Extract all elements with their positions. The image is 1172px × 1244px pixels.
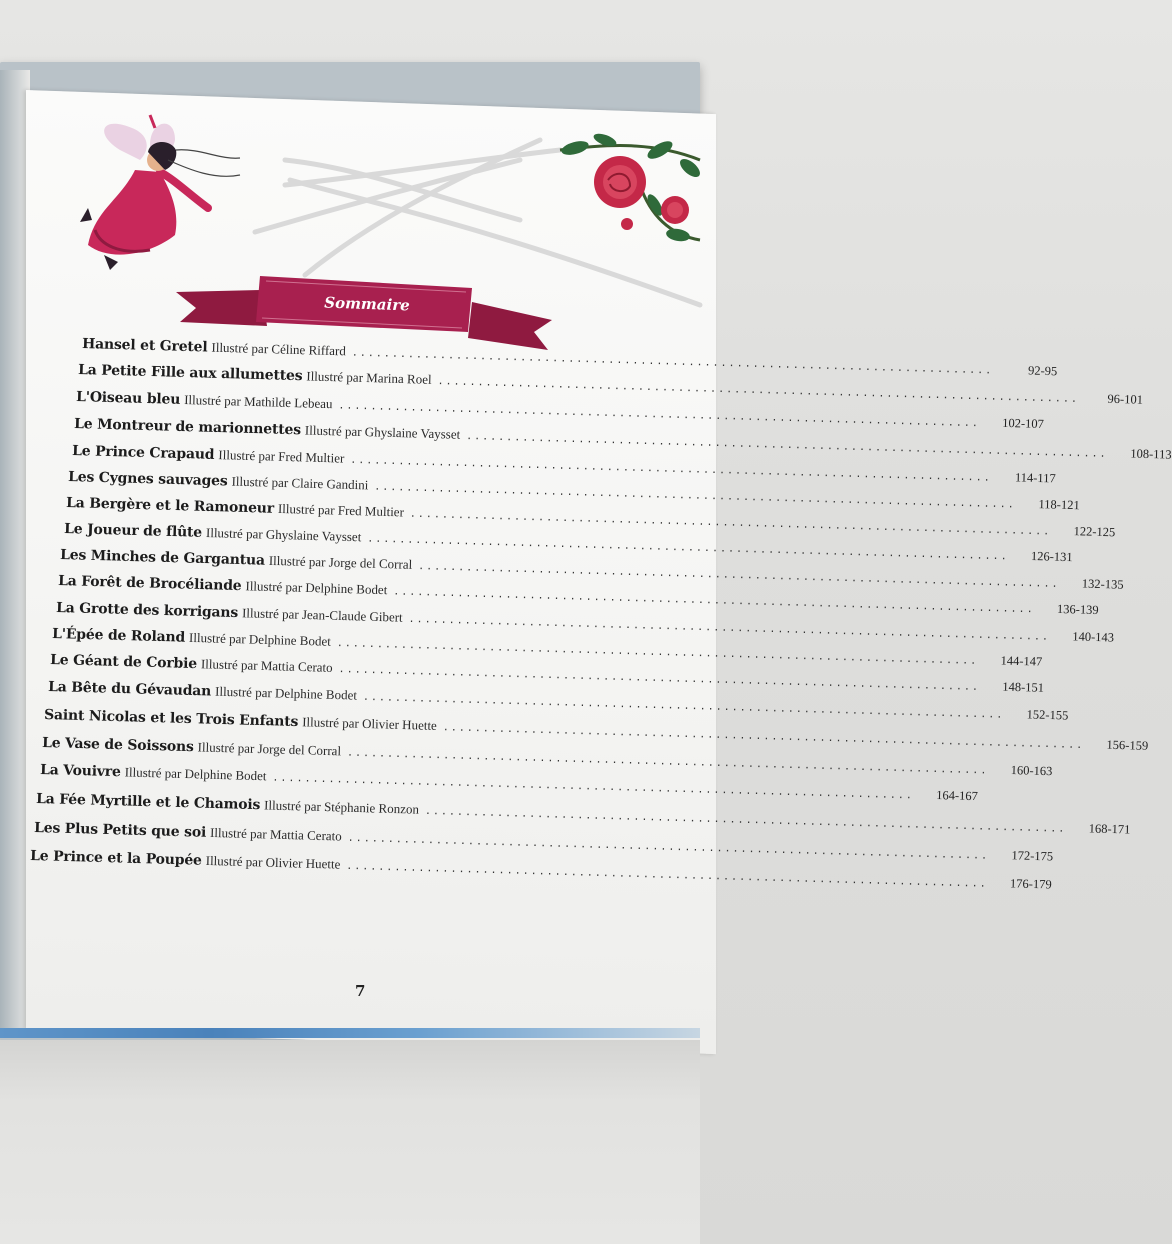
toc-entry-leader-dots: ................................................................................ xyxy=(351,347,994,377)
toc-entry-illustrator: Illustré par Céline Riffard xyxy=(211,339,347,359)
toc-entry-title: La Vouivre xyxy=(39,762,121,781)
toc-entry-illustrator: Illustré par Fred Multier xyxy=(218,447,345,466)
section-title: Sommaire xyxy=(323,293,411,315)
toc-entry-title: Le Géant de Corbie xyxy=(49,652,198,673)
toc-entry-illustrator: Illustré par Ghyslaine Vaysset xyxy=(304,422,461,442)
toc-entry-title: Le Prince Crapaud xyxy=(71,443,215,463)
toc-entry-leader-dots: ................................................................................ xyxy=(272,772,915,802)
toc-entry-pages: 136-139 xyxy=(1056,601,1099,618)
toc-entry-title: Le Montreur de marionnettes xyxy=(73,416,302,439)
toc-entry-pages: 118-121 xyxy=(1038,497,1080,513)
toc-entry-pages: 176-179 xyxy=(1009,876,1052,892)
toc-entry-illustrator: Illustré par Claire Gandini xyxy=(231,473,369,493)
page-number: 7 xyxy=(355,982,366,1000)
toc-entry-leader-dots: ................................................................................ xyxy=(350,454,992,484)
toc-entry-leader-dots: ................................................................................ xyxy=(466,430,1108,460)
toc-entry-leader-dots: ................................................................................ xyxy=(367,533,1009,563)
toc-entry-pages: 92-95 xyxy=(1027,363,1058,379)
toc-entry-illustrator: Illustré par Fred Multier xyxy=(277,500,405,520)
toc-entry-leader-dots: ................................................................................ xyxy=(417,561,1060,590)
toc-entry-illustrator: Illustré par Delphine Bodet xyxy=(214,683,358,703)
toc-entry-title: Le Vase de Soissons xyxy=(41,735,194,756)
toc-entry-leader-dots: ................................................................................ xyxy=(347,832,990,862)
toc-entry-title: L'Oiseau bleu xyxy=(75,389,181,408)
toc-entry-leader-dots: ................................................................................ xyxy=(336,637,979,667)
toc-entry-leader-dots: ................................................................................ xyxy=(346,747,989,777)
toc-entry-leader-dots: ................................................................................ xyxy=(393,586,1035,616)
toc-entry-pages: 140-143 xyxy=(1072,629,1115,645)
toc-entry-illustrator: Illustré par Olivier Huette xyxy=(302,714,438,733)
toc-entry-leader-dots: ................................................................................ xyxy=(338,400,980,430)
toc-entry-pages: 148-151 xyxy=(1002,679,1045,695)
toc-entry-pages: 114-117 xyxy=(1014,470,1056,486)
toc-entry-illustrator: Illustré par Delphine Bodet xyxy=(245,578,388,598)
toc-entry-pages: 102-107 xyxy=(1002,415,1045,432)
toc-entry-title: La Fée Myrtille et le Chamois xyxy=(35,791,261,814)
toc-entry-title: La Bergère et le Ramoneur xyxy=(65,495,275,517)
toc-entry-pages: 108-113 xyxy=(1130,446,1172,462)
toc-entry-leader-dots: ................................................................................ xyxy=(374,481,1016,511)
toc-entry-title: Le Joueur de flûte xyxy=(63,521,203,541)
toc-entry-illustrator: Illustré par Mattia Cerato xyxy=(209,824,342,844)
toc-entry-title: La Petite Fille aux allumettes xyxy=(77,362,303,385)
toc-entry-pages: 160-163 xyxy=(1010,763,1053,779)
toc-entry-title: La Grotte des korrigans xyxy=(55,600,239,622)
toc-entry-pages: 152-155 xyxy=(1026,707,1069,723)
toc-entry-illustrator: Illustré par Delphine Bodet xyxy=(124,764,267,784)
toc-entry-illustrator: Illustré par Jorge del Corral xyxy=(268,552,413,572)
toc-entry-leader-dots: ................................................................................ xyxy=(409,508,1052,538)
toc-entry-leader-dots: ................................................................................ xyxy=(437,376,1080,405)
toc-entry-leader-dots: ................................................................................ xyxy=(442,722,1085,752)
toc-entry-illustrator: Illustré par Olivier Huette xyxy=(205,852,341,872)
toc-entry-leader-dots: ................................................................................ xyxy=(424,805,1067,835)
toc-entry-pages: 132-135 xyxy=(1081,576,1124,592)
toc-entry-title: Hansel et Gretel xyxy=(81,336,208,356)
toc-entry-pages: 126-131 xyxy=(1030,549,1073,565)
toc-entry-pages: 156-159 xyxy=(1106,737,1149,753)
toc-entry-illustrator: Illustré par Mathilde Lebeau xyxy=(184,392,333,412)
toc-entry-pages: 122-125 xyxy=(1073,524,1116,540)
toc-entry-pages: 144-147 xyxy=(1000,653,1043,669)
toc-entry-leader-dots: ................................................................................ xyxy=(408,613,1051,643)
toc-entry-title: La Bête du Gévaudan xyxy=(47,679,212,700)
toc-entry-illustrator: Illustré par Stéphanie Ronzon xyxy=(263,797,420,817)
toc-entry-illustrator: Illustré par Jean-Claude Gibert xyxy=(241,605,403,625)
toc-entry-title: Le Prince et la Poupée xyxy=(29,848,202,869)
toc-entry-title: Les Minches de Gargantua xyxy=(59,547,266,569)
toc-entry-pages: 168-171 xyxy=(1088,821,1131,837)
toc-entry-title: L'Épée de Roland xyxy=(51,626,186,646)
toc-entry-illustrator: Illustré par Mattia Cerato xyxy=(200,656,333,675)
toc-entry-title: Les Cygnes sauvages xyxy=(67,469,228,490)
toc-entry-pages: 172-175 xyxy=(1011,848,1054,864)
toc-entry-title: La Forêt de Brocéliande xyxy=(57,573,242,595)
toc-entry-illustrator: Illustré par Marina Roel xyxy=(306,368,432,387)
toc-entry-title: Saint Nicolas et les Trois Enfants xyxy=(43,707,299,731)
toc-entry-title: Les Plus Petits que soi xyxy=(33,820,207,841)
toc-entry-illustrator: Illustré par Delphine Bodet xyxy=(188,629,332,649)
toc-entry-leader-dots: ................................................................................ xyxy=(362,691,1005,721)
toc-entry-illustrator: Illustré par Jorge del Corral xyxy=(197,739,342,759)
toc-entry-illustrator: Illustré par Ghyslaine Vaysset xyxy=(205,524,362,545)
toc-entry-pages: 164-167 xyxy=(936,788,979,804)
toc-entry-leader-dots: ................................................................................ xyxy=(338,664,981,693)
toc-entry-pages: 96-101 xyxy=(1107,391,1144,407)
toc-entry-leader-dots: ................................................................................ xyxy=(346,860,988,890)
